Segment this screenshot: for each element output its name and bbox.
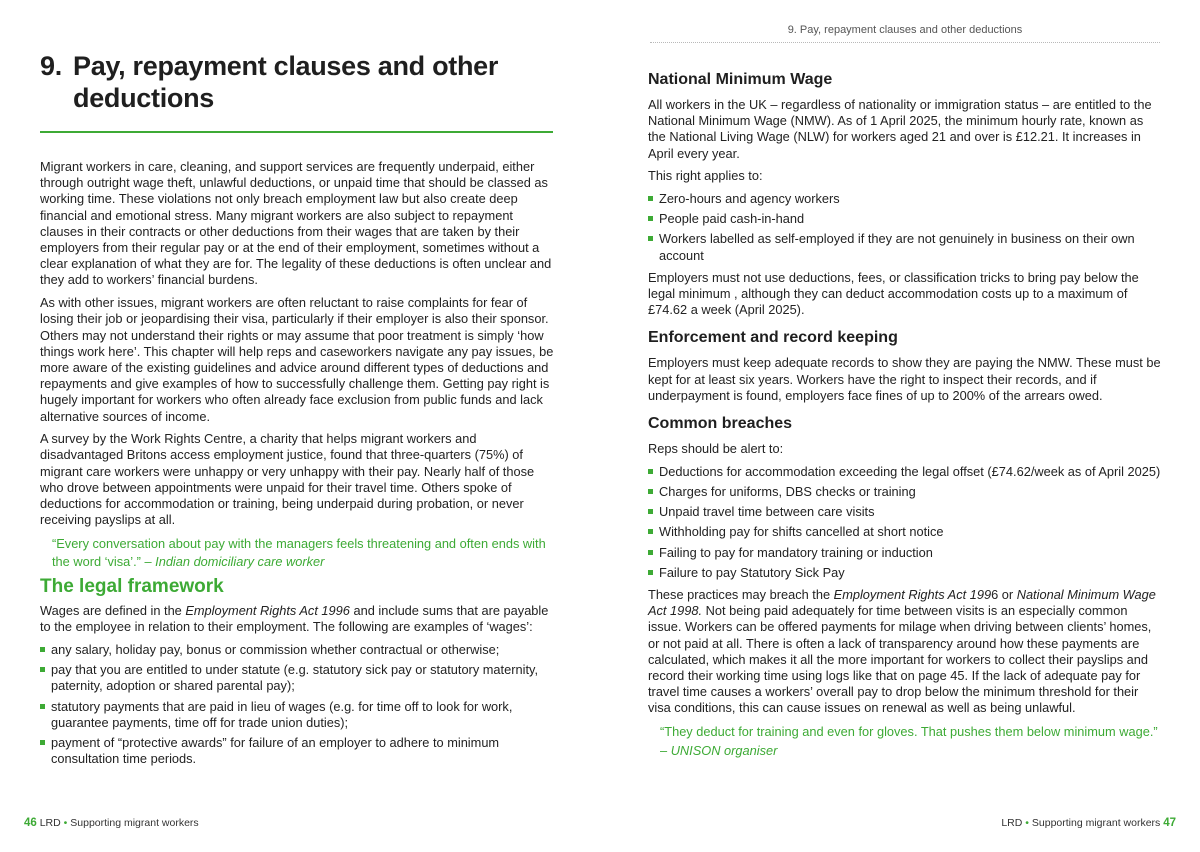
bullet-square-icon bbox=[648, 236, 653, 241]
applies-list bbox=[648, 191, 1162, 264]
list-item: Charges for uniforms, DBS checks or training bbox=[648, 484, 1162, 500]
list-item: Failure to pay Statutory Sick Pay bbox=[648, 565, 1162, 581]
chapter-number: 9. bbox=[40, 51, 62, 81]
quote-attribution: UNISON organiser bbox=[670, 742, 778, 758]
list-item: any salary, holiday pay, bonus or commission whether contractual or otherwise; bbox=[40, 642, 554, 658]
quote-text: “Every conversation about pay with the managers feels threatening and often ends with the word ‘visa’.” – bbox=[52, 535, 546, 570]
publication-title: Supporting migrant workers bbox=[1031, 817, 1161, 829]
quote-text: “They deduct for training and even for gloves. That pushes them below minimum wage.” – bbox=[660, 724, 1158, 758]
page-number: 47 bbox=[1163, 817, 1176, 829]
breaches-list bbox=[648, 464, 1162, 581]
page-number: 46 bbox=[24, 817, 37, 829]
enforcement-heading: Enforcement and record keeping bbox=[648, 329, 898, 347]
legal-framework-heading: The legal framework bbox=[40, 575, 224, 597]
list-item: Deductions for accommodation exceeding the legal offset (£74.62/week as of April 2025) bbox=[648, 464, 1162, 480]
bullet-square-icon bbox=[40, 647, 45, 652]
nmw-heading: National Minimum Wage bbox=[648, 71, 833, 88]
bullet-square-icon bbox=[648, 216, 653, 221]
list-item: People paid cash-in-hand bbox=[648, 211, 1162, 227]
publication-title: Supporting migrant workers bbox=[70, 817, 199, 829]
applies-intro: This right applies to: bbox=[648, 168, 763, 184]
footer-bullet: • bbox=[63, 817, 68, 829]
act-reference: National Minimum Wage Act 1998. bbox=[648, 586, 1156, 619]
worker-quote bbox=[40, 535, 554, 572]
enforcement-paragraph: Employers must keep adequate records to show they are paying the NMW. These must be kept for at least six years. Workers have the right to inspect their records, and if underpayment is found, employers face fines of up to 200% of the arrears owed. bbox=[648, 355, 1161, 403]
footer-right bbox=[1001, 817, 1176, 829]
organiser-quote bbox=[648, 723, 1162, 760]
title-divider bbox=[40, 131, 553, 133]
bullet-square-icon bbox=[648, 550, 653, 555]
list-item: statutory payments that are paid in lieu of wages (e.g. for time off to look for work, guarantee payments, time off for trade union duties); bbox=[40, 699, 554, 731]
act-reference: Employment Rights Act 199 bbox=[833, 586, 992, 602]
wages-list bbox=[40, 642, 554, 767]
wages-intro: Wages are defined in the Employment Rights Act 1996 and include sums that are payable to the employee in relation to their employment. The following are examples of ‘wages’: bbox=[40, 603, 549, 635]
list-item: Zero-hours and agency workers bbox=[648, 191, 1162, 207]
publisher: LRD bbox=[1001, 817, 1023, 829]
chapter-title bbox=[40, 50, 560, 114]
bullet-square-icon bbox=[40, 740, 45, 745]
left-column bbox=[40, 159, 554, 774]
list-item: Withholding pay for shifts cancelled at short notice bbox=[648, 524, 1162, 540]
running-head: 9. Pay, repayment clauses and other deductions bbox=[650, 24, 1160, 43]
bullet-square-icon bbox=[648, 509, 653, 514]
act-reference: Employment Rights Act 1996 bbox=[185, 603, 350, 619]
bullet-square-icon bbox=[648, 469, 653, 474]
bullet-square-icon bbox=[40, 704, 45, 709]
quote-attribution: Indian domiciliary care worker bbox=[155, 554, 325, 570]
bullet-square-icon bbox=[648, 489, 653, 494]
footer-left bbox=[24, 817, 199, 829]
bullet-square-icon bbox=[648, 529, 653, 534]
list-item: Workers labelled as self-employed if they are not genuinely in business on their own account bbox=[648, 231, 1162, 263]
right-page bbox=[600, 0, 1200, 852]
right-column bbox=[648, 70, 1162, 767]
intro-paragraph: As with other issues, migrant workers are often reluctant to raise complaints for fear of losing their job or jeopardising their visa, particularly if their employer is also their sponsor. Others may not understand their rights or may assume that poor treatment is simply ‘how things work here’. This chapter will help reps and caseworkers navigate any pay issues, be more aware of the existing guidelines and advice around different types of deductions and repayments and give examples of how to successfully challenge them. Getting pay right is hugely important for workers who often already face exclusion from public funds and lack alternative sources of income. bbox=[40, 295, 554, 424]
chapter-title-text: Pay, repayment clauses and other deductions bbox=[73, 51, 499, 113]
breaches-heading: Common breaches bbox=[648, 415, 793, 433]
bullet-square-icon bbox=[40, 667, 45, 672]
practices-paragraph: These practices may breach the Employment Rights Act 1996 or National Minimum Wage Act 1998. Not being paid adequately for time between visits is an especially common issue. Workers can be offered payments for milage when driving between clients’ homes, or not paid at all. There is often a lack of transparency around how these payments are calculated, which makes it all the more important for workers to collect their payslips and record their working time using logs like that on page 45. If the lack of adequate pay for travel time causes a workers’ overall pay to drop below the minimum threshold for their visa conditions, this can cause issues on renewal as well as being unlawful. bbox=[648, 586, 1156, 716]
footer-bullet: • bbox=[1025, 817, 1029, 829]
intro-paragraph: Migrant workers in care, cleaning, and support services are frequently underpaid, either through outright wage theft, unlawful deductions, or unpaid time that should be classed as working time. These violations not only breach employment law but also create deep financial and emotional stress. Many migrant workers are also subject to repayment clauses in their contracts or other deductions from their wages that are taken by their employers from their regular pay or at the end of their employment, sometimes without a clear explanation of what they are for. The legality of these deductions is often unclear and they add to workers’ financial burdens. bbox=[40, 159, 552, 288]
nmw-paragraph: All workers in the UK – regardless of nationality or immigration status – are entitled to the National Minimum Wage (NMW). As of 1 April 2025, the minimum hourly rate, known as the National Living Wage (NLW) for workers aged 21 and over is £12.21. It increases in April every year. bbox=[648, 97, 1152, 161]
list-item: Failing to pay for mandatory training or induction bbox=[648, 545, 1162, 561]
list-item: payment of “protective awards” for failure of an employer to adhere to minimum consultation time periods. bbox=[40, 735, 554, 767]
bullet-square-icon bbox=[648, 196, 653, 201]
list-item: Unpaid travel time between care visits bbox=[648, 504, 1162, 520]
deductions-paragraph: Employers must not use deductions, fees, or classification tricks to bring pay below the legal minimum , although they can deduct accommodation costs up to a maximum of £74.62 a week (April 2025). bbox=[648, 269, 1139, 318]
publisher: LRD bbox=[39, 817, 61, 829]
breaches-intro: Reps should be alert to: bbox=[648, 441, 784, 457]
bullet-square-icon bbox=[648, 570, 653, 575]
intro-paragraph: A survey by the Work Rights Centre, a charity that helps migrant workers and disadvantaged Britons access employment justice, found that three-quarters (75%) of migrant care workers were unhappy or very unhappy with their pay. Nearly half of those who drove between appointments were unpaid for their travel time. Others spoke of deductions for accommodation or training, being underpaid during probation, or never receiving payslips at all. bbox=[40, 431, 535, 528]
list-item: pay that you are entitled to under statute (e.g. statutory sick pay or statutory maternity, paternity, adoption or shared parental pay); bbox=[40, 662, 554, 694]
